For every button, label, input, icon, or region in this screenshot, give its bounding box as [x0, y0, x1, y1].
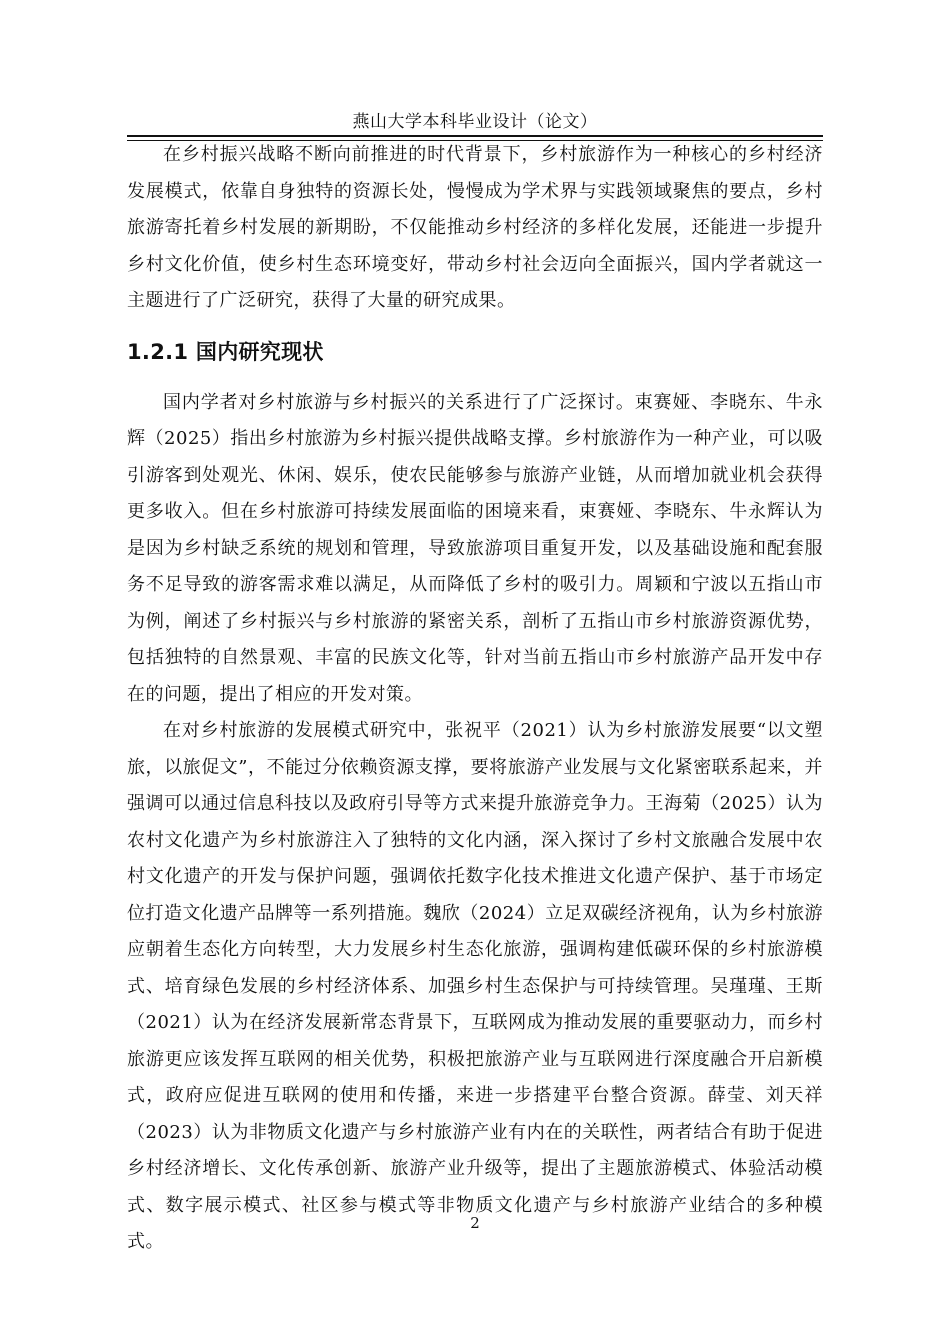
intro-paragraph: 在乡村振兴战略不断向前推进的时代背景下，乡村旅游作为一种核心的乡村经济发展模式，依靠自身独特的资源长处，慢慢成为学术界与实践领域聚焦的要点，乡村旅游寄托着乡村发展的新期盼，不仅能推动乡村经济的多样化发展，还能进一步提升乡村文化价值，使乡村生态环境变好，带动乡村社会迈向全面振兴，国内学者就这一主题进行了广泛研究，获得了大量的研究成果。	[127, 144, 823, 311]
page-body	[127, 137, 823, 1261]
section-heading: 1.2.1 国内研究现状	[127, 339, 324, 364]
page-number: 2	[470, 1214, 480, 1232]
body-paragraph-2: 在对乡村旅游的发展模式研究中，张祝平（2021）认为乡村旅游发展要“以文塑旅，以旅促文”，不能过分依赖资源支撑，要将旅游产业发展与文化紧密联系起来，并强调可以通过信息科技以及政府引导等方式来提升旅游竞争力。王海菊（2025）认为农村文化遗产为乡村旅游注入了独特的文化内涵，深入探讨了乡村文旅融合发展中农村文化遗产的开发与保护问题，强调依托数字化技术推进文化遗产保护、基于市场定位打造文化遗产品牌等一系列措施。魏欣（2024）立足双碳经济视角，认为乡村旅游应朝着生态化方向转型，大力发展乡村生态化旅游，强调构建低碳环保的乡村旅游模式、培育绿色发展的乡村经济体系、加强乡村生态保护与可持续管理。吴瑾瑾、王斯（2021）认为在经济发展新常态背景下，互联网成为推动发展的重要驱动力，而乡村旅游更应该发挥互联网的相关优势，积极把旅游产业与互联网进行深度融合开启新模式，政府应促进互联网的使用和传播，来进一步搭建平台整合资源。薛莹、刘天祥（2023）认为非物质文化遗产与乡村旅游产业有内在的关联性，两者结合有助于促进乡村经济增长、文化传承创新、旅游产业升级等，提出了主题旅游模式、体验活动模式、数字展示模式、社区参与模式等非物质文化遗产与乡村旅游产业结合的多种模式。	[127, 720, 823, 1252]
running-header: 燕山大学本科毕业设计（论文）	[352, 112, 598, 132]
body-paragraph-1: 国内学者对乡村旅游与乡村振兴的关系进行了广泛探讨。束赛娅、李晓东、牛永辉（2025）指出乡村旅游为乡村振兴提供战略支撑。乡村旅游作为一种产业，可以吸引游客到处观光、休闲、娱乐，使农民能够参与旅游产业链，从而增加就业机会获得更多收入。但在乡村旅游可持续发展面临的困境来看，束赛娅、李晓东、牛永辉认为是因为乡村缺乏系统的规划和管理，导致旅游项目重复开发，以及基础设施和配套服务不足导致的游客需求难以满足，从而降低了乡村的吸引力。周颖和宁波以五指山市为例，阐述了乡村振兴与乡村旅游的紧密关系，剖析了五指山市乡村旅游资源优势，包括独特的自然景观、丰富的民族文化等，针对当前五指山市乡村旅游产品开发中存在的问题，提出了相应的开发对策。	[127, 391, 823, 705]
